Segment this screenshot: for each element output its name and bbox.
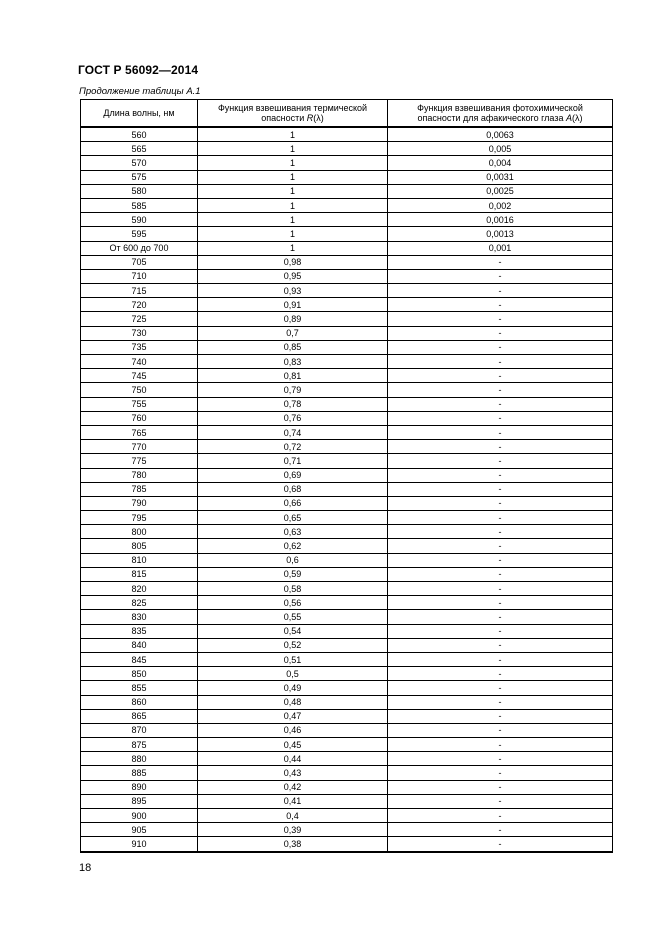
cell-thermal-value: 0,68	[198, 482, 388, 496]
cell-wavelength: 880	[81, 752, 198, 766]
column-header-thermal-line1: Функция взвешивания термической	[217, 102, 368, 113]
cell-photochemical-value: -	[388, 425, 613, 439]
cell-thermal-value: 0,74	[198, 425, 388, 439]
cell-wavelength: 820	[81, 582, 198, 596]
cell-photochemical-value: -	[388, 440, 613, 454]
cell-photochemical-value: -	[388, 369, 613, 383]
cell-wavelength: 595	[81, 227, 198, 241]
cell-wavelength: 900	[81, 809, 198, 823]
cell-thermal-value: 1	[198, 184, 388, 198]
cell-wavelength: 760	[81, 411, 198, 425]
table-row	[81, 269, 613, 283]
table-row	[81, 170, 613, 184]
table-header-row	[81, 100, 613, 128]
cell-photochemical-value: 0,0016	[388, 213, 613, 227]
cell-wavelength: 875	[81, 738, 198, 752]
cell-wavelength: 775	[81, 454, 198, 468]
cell-photochemical-value: -	[388, 255, 613, 269]
cell-thermal-value: 1	[198, 142, 388, 156]
table-row	[81, 780, 613, 794]
table-row	[81, 440, 613, 454]
cell-photochemical-value: -	[388, 355, 613, 369]
cell-wavelength: От 600 до 700	[81, 241, 198, 255]
cell-wavelength: 745	[81, 369, 198, 383]
cell-thermal-value: 0,79	[198, 383, 388, 397]
cell-wavelength: 800	[81, 525, 198, 539]
cell-photochemical-value: -	[388, 298, 613, 312]
table-row	[81, 709, 613, 723]
cell-photochemical-value: 0,001	[388, 241, 613, 255]
table-row	[81, 596, 613, 610]
cell-wavelength: 570	[81, 156, 198, 170]
cell-wavelength: 730	[81, 326, 198, 340]
cell-thermal-value: 0,44	[198, 752, 388, 766]
cell-thermal-value: 1	[198, 227, 388, 241]
cell-photochemical-value: -	[388, 837, 613, 852]
cell-wavelength: 815	[81, 567, 198, 581]
cell-photochemical-value: -	[388, 468, 613, 482]
cell-thermal-value: 0,51	[198, 652, 388, 666]
cell-photochemical-value: -	[388, 482, 613, 496]
cell-wavelength: 850	[81, 667, 198, 681]
cell-wavelength: 575	[81, 170, 198, 184]
table-row	[81, 823, 613, 837]
cell-thermal-value: 0,49	[198, 681, 388, 695]
cell-photochemical-value: -	[388, 709, 613, 723]
cell-thermal-value: 0,85	[198, 340, 388, 354]
table-row	[81, 355, 613, 369]
cell-photochemical-value: -	[388, 553, 613, 567]
column-header-thermal-hazard	[198, 100, 388, 128]
table-row	[81, 156, 613, 170]
cell-wavelength: 735	[81, 340, 198, 354]
cell-wavelength: 725	[81, 312, 198, 326]
cell-photochemical-value: -	[388, 752, 613, 766]
cell-wavelength: 590	[81, 213, 198, 227]
table-row	[81, 809, 613, 823]
cell-photochemical-value: -	[388, 596, 613, 610]
cell-photochemical-value: -	[388, 454, 613, 468]
cell-wavelength: 560	[81, 127, 198, 142]
cell-thermal-value: 0,5	[198, 667, 388, 681]
cell-thermal-value: 0,7	[198, 326, 388, 340]
cell-wavelength: 705	[81, 255, 198, 269]
cell-wavelength: 785	[81, 482, 198, 496]
table-row	[81, 652, 613, 666]
table-row	[81, 298, 613, 312]
table-row	[81, 496, 613, 510]
cell-wavelength: 565	[81, 142, 198, 156]
table-row	[81, 723, 613, 737]
cell-thermal-value: 0,56	[198, 596, 388, 610]
table-row	[81, 610, 613, 624]
cell-thermal-value: 0,89	[198, 312, 388, 326]
cell-photochemical-value: -	[388, 638, 613, 652]
table-row	[81, 738, 613, 752]
cell-wavelength: 710	[81, 269, 198, 283]
cell-photochemical-value: -	[388, 681, 613, 695]
cell-wavelength: 865	[81, 709, 198, 723]
cell-thermal-value: 0,4	[198, 809, 388, 823]
table-row	[81, 213, 613, 227]
cell-wavelength: 905	[81, 823, 198, 837]
weighting-function-table	[80, 99, 613, 853]
cell-thermal-value: 0,45	[198, 738, 388, 752]
cell-wavelength: 715	[81, 284, 198, 298]
cell-wavelength: 855	[81, 681, 198, 695]
cell-photochemical-value: -	[388, 610, 613, 624]
cell-thermal-value: 0,47	[198, 709, 388, 723]
cell-photochemical-value: -	[388, 823, 613, 837]
document-standard-title: ГОСТ Р 56092—2014	[78, 63, 199, 77]
cell-wavelength: 885	[81, 766, 198, 780]
thermal-symbol: R	[306, 113, 314, 123]
cell-photochemical-value: 0,0063	[388, 127, 613, 142]
table-row	[81, 127, 613, 142]
cell-wavelength: 825	[81, 596, 198, 610]
cell-photochemical-value: -	[388, 582, 613, 596]
table-header	[81, 100, 613, 128]
cell-photochemical-value: -	[388, 780, 613, 794]
cell-photochemical-value: -	[388, 511, 613, 525]
cell-photochemical-value: -	[388, 340, 613, 354]
cell-wavelength: 770	[81, 440, 198, 454]
cell-thermal-value: 0,98	[198, 255, 388, 269]
cell-photochemical-value: -	[388, 652, 613, 666]
cell-wavelength: 780	[81, 468, 198, 482]
cell-photochemical-value: 0,005	[388, 142, 613, 156]
cell-photochemical-value: 0,0031	[388, 170, 613, 184]
cell-wavelength: 835	[81, 624, 198, 638]
cell-photochemical-value: 0,004	[388, 156, 613, 170]
cell-thermal-value: 0,72	[198, 440, 388, 454]
cell-wavelength: 580	[81, 184, 198, 198]
cell-thermal-value: 0,62	[198, 539, 388, 553]
table-row	[81, 184, 613, 198]
table-row	[81, 326, 613, 340]
cell-photochemical-value: -	[388, 794, 613, 808]
table-row	[81, 198, 613, 212]
cell-thermal-value: 0,76	[198, 411, 388, 425]
table-row	[81, 766, 613, 780]
cell-photochemical-value: -	[388, 496, 613, 510]
cell-thermal-value: 1	[198, 170, 388, 184]
cell-photochemical-value: -	[388, 809, 613, 823]
cell-thermal-value: 0,38	[198, 837, 388, 852]
table-row	[81, 454, 613, 468]
table-body	[81, 127, 613, 852]
column-header-photo-line2: опасности для афакического глаза	[417, 113, 566, 123]
table-row	[81, 624, 613, 638]
cell-photochemical-value: -	[388, 397, 613, 411]
table-row	[81, 369, 613, 383]
cell-wavelength: 720	[81, 298, 198, 312]
table-row	[81, 227, 613, 241]
column-header-thermal-line2: опасности	[261, 113, 307, 123]
cell-thermal-value: 1	[198, 198, 388, 212]
photo-arg: (λ)	[572, 113, 583, 123]
table-row	[81, 794, 613, 808]
cell-photochemical-value: -	[388, 284, 613, 298]
table-row	[81, 525, 613, 539]
cell-thermal-value: 0,69	[198, 468, 388, 482]
table-row	[81, 425, 613, 439]
page-number: 18	[79, 862, 92, 874]
cell-thermal-value: 0,66	[198, 496, 388, 510]
table-row	[81, 468, 613, 482]
cell-wavelength: 870	[81, 723, 198, 737]
column-header-photo-line1: Функция взвешивания фотохимической	[417, 102, 583, 113]
cell-wavelength: 910	[81, 837, 198, 852]
column-header-wavelength	[81, 100, 198, 128]
cell-wavelength: 840	[81, 638, 198, 652]
table-row	[81, 383, 613, 397]
table-row	[81, 312, 613, 326]
cell-photochemical-value: -	[388, 624, 613, 638]
table-row	[81, 667, 613, 681]
cell-thermal-value: 0,59	[198, 567, 388, 581]
cell-wavelength: 830	[81, 610, 198, 624]
cell-photochemical-value: -	[388, 695, 613, 709]
table-row	[81, 553, 613, 567]
cell-photochemical-value: 0,002	[388, 198, 613, 212]
cell-wavelength: 765	[81, 425, 198, 439]
cell-photochemical-value: 0,0013	[388, 227, 613, 241]
cell-thermal-value: 0,52	[198, 638, 388, 652]
cell-photochemical-value: -	[388, 383, 613, 397]
table-row	[81, 681, 613, 695]
cell-thermal-value: 0,65	[198, 511, 388, 525]
table-row	[81, 752, 613, 766]
table-row	[81, 397, 613, 411]
cell-wavelength: 755	[81, 397, 198, 411]
table-row	[81, 482, 613, 496]
cell-thermal-value: 0,63	[198, 525, 388, 539]
cell-thermal-value: 0,78	[198, 397, 388, 411]
cell-photochemical-value: -	[388, 738, 613, 752]
table-row	[81, 241, 613, 255]
cell-thermal-value: 0,41	[198, 794, 388, 808]
cell-wavelength: 585	[81, 198, 198, 212]
cell-wavelength: 795	[81, 511, 198, 525]
cell-thermal-value: 0,83	[198, 355, 388, 369]
cell-photochemical-value: -	[388, 312, 613, 326]
table-row	[81, 340, 613, 354]
cell-thermal-value: 1	[198, 241, 388, 255]
thermal-arg: (λ)	[313, 113, 324, 123]
cell-photochemical-value: -	[388, 411, 613, 425]
table-row	[81, 837, 613, 852]
table-row	[81, 582, 613, 596]
cell-thermal-value: 0,42	[198, 780, 388, 794]
cell-thermal-value: 1	[198, 156, 388, 170]
table-row	[81, 142, 613, 156]
cell-thermal-value: 0,58	[198, 582, 388, 596]
cell-wavelength: 845	[81, 652, 198, 666]
cell-photochemical-value: -	[388, 766, 613, 780]
table-row	[81, 567, 613, 581]
table-caption: Продолжение таблицы А.1	[79, 86, 201, 97]
cell-wavelength: 790	[81, 496, 198, 510]
table-row	[81, 638, 613, 652]
column-header-wavelength-label: Длина волны, нм	[103, 107, 175, 118]
cell-wavelength: 810	[81, 553, 198, 567]
table-row	[81, 695, 613, 709]
cell-photochemical-value: -	[388, 567, 613, 581]
cell-photochemical-value: -	[388, 723, 613, 737]
cell-photochemical-value: -	[388, 326, 613, 340]
table-row	[81, 511, 613, 525]
cell-thermal-value: 0,54	[198, 624, 388, 638]
table-row	[81, 411, 613, 425]
cell-wavelength: 750	[81, 383, 198, 397]
cell-thermal-value: 0,6	[198, 553, 388, 567]
cell-photochemical-value: -	[388, 269, 613, 283]
cell-thermal-value: 0,39	[198, 823, 388, 837]
cell-photochemical-value: -	[388, 525, 613, 539]
column-header-photochemical-hazard	[388, 100, 613, 128]
cell-thermal-value: 0,95	[198, 269, 388, 283]
cell-photochemical-value: 0,0025	[388, 184, 613, 198]
table-row	[81, 255, 613, 269]
cell-photochemical-value: -	[388, 539, 613, 553]
cell-photochemical-value: -	[388, 667, 613, 681]
cell-wavelength: 740	[81, 355, 198, 369]
cell-thermal-value: 0,91	[198, 298, 388, 312]
cell-thermal-value: 0,93	[198, 284, 388, 298]
cell-thermal-value: 0,55	[198, 610, 388, 624]
cell-wavelength: 805	[81, 539, 198, 553]
cell-thermal-value: 0,81	[198, 369, 388, 383]
cell-wavelength: 860	[81, 695, 198, 709]
cell-thermal-value: 0,43	[198, 766, 388, 780]
table-row	[81, 284, 613, 298]
cell-thermal-value: 0,48	[198, 695, 388, 709]
table-row	[81, 539, 613, 553]
cell-thermal-value: 0,46	[198, 723, 388, 737]
photo-symbol: A	[565, 113, 572, 123]
cell-wavelength: 890	[81, 780, 198, 794]
cell-thermal-value: 0,71	[198, 454, 388, 468]
cell-wavelength: 895	[81, 794, 198, 808]
cell-thermal-value: 1	[198, 127, 388, 142]
cell-thermal-value: 1	[198, 213, 388, 227]
